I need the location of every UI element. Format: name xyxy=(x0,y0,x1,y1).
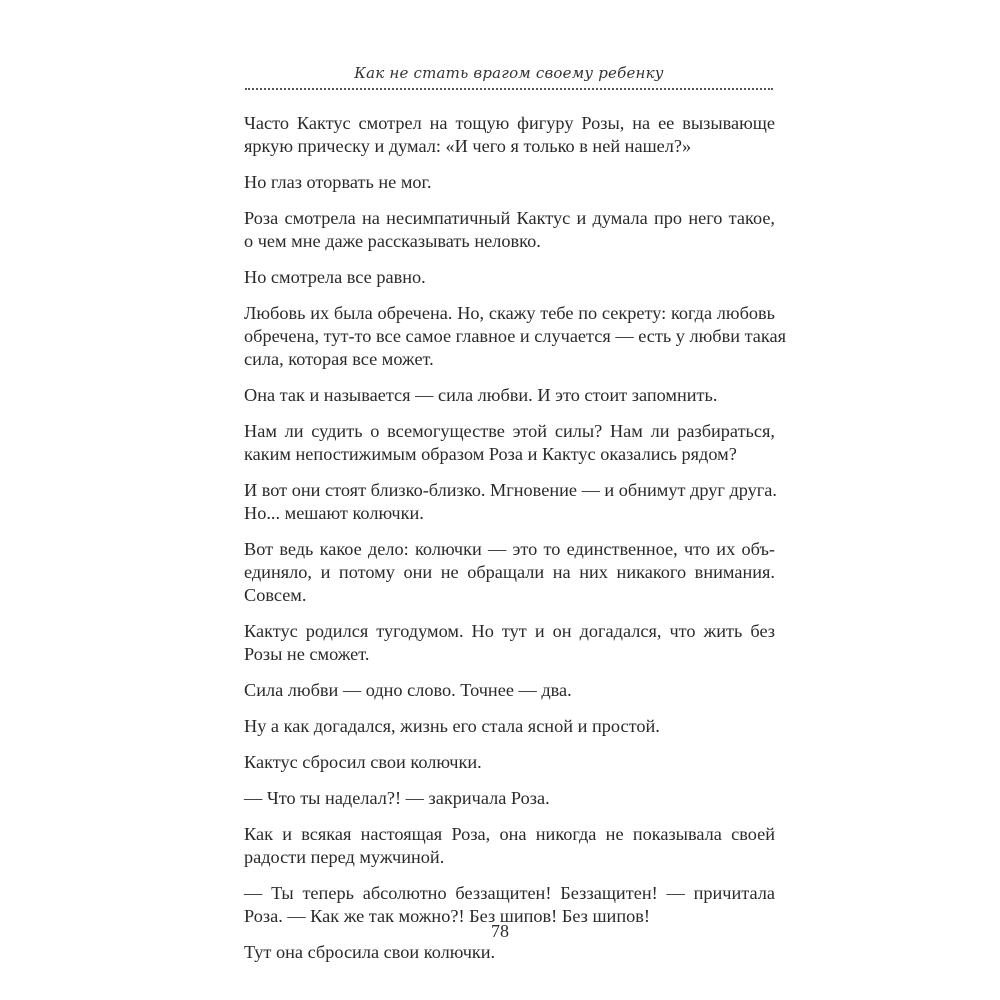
page-number: 78 xyxy=(491,921,509,941)
paragraph xyxy=(244,715,775,738)
header-dotted-rule xyxy=(245,88,773,90)
paragraph xyxy=(244,823,775,869)
paragraph xyxy=(244,302,787,371)
text-line: обречена, тут-то все самое главное и случается — есть у любви такая xyxy=(244,326,787,346)
text-line: Розы не сможет. xyxy=(244,644,370,664)
paragraph xyxy=(244,620,775,666)
text-line: единяло, и потому они не обращали на них никакого внимания. xyxy=(244,562,775,582)
text-line: — Ты теперь абсолютно беззащитен! Беззащитен! — причитала xyxy=(244,883,775,903)
text-line: Ну а как догадался, жизнь его стала ясной и простой. xyxy=(244,716,660,736)
paragraph xyxy=(244,112,775,158)
text-line: Нам ли судить о всемогуществе этой силы? Нам ли разбираться, xyxy=(244,421,775,441)
text-line: Кактус сбросил свои колючки. xyxy=(244,752,482,772)
text-line: — Что ты наделал?! — закричала Роза. xyxy=(244,788,550,808)
text-line: каким непостижимым образом Роза и Кактус оказались рядом? xyxy=(244,444,737,464)
paragraph xyxy=(244,384,775,407)
text-line: Сила любви — одно слово. Точнее — два. xyxy=(244,680,572,700)
text-line: радости перед мужчиной. xyxy=(244,847,445,867)
paragraph xyxy=(244,420,775,466)
running-head-title: Как не стать врагом своему ребенку xyxy=(354,64,664,82)
paragraph xyxy=(244,787,775,810)
text-line: Часто Кактус смотрел на тощую фигуру Розы, на ее вызывающе xyxy=(244,113,775,133)
text-line: Но... мешают колючки. xyxy=(244,503,424,523)
text-line: сила, которая все может. xyxy=(244,349,434,369)
text-line: Любовь их была обречена. Но, скажу тебе по секрету: когда любовь xyxy=(244,303,775,323)
text-line: яркую прическу и думал: «И чего я только в ней нашел?» xyxy=(244,136,692,156)
text-line: Роза смотрела на несимпатичный Кактус и думала про него такое, xyxy=(244,208,775,228)
paragraph xyxy=(244,207,775,253)
text-line: Но глаз оторвать не мог. xyxy=(244,172,432,192)
text-line: Роза. — Как же так можно?! Без шипов! Без шипов! xyxy=(244,906,650,926)
text-line: Как и всякая настоящая Роза, она никогда не показывала своей xyxy=(244,824,775,844)
text-line: Вот ведь какое дело: колючки — это то единственное, что их объ- xyxy=(244,539,775,559)
text-line: И вот они стоят близко-близко. Мгновение — и обнимут друг друга. xyxy=(244,480,777,500)
paragraph xyxy=(244,941,775,964)
paragraph xyxy=(244,679,775,702)
paragraph xyxy=(244,479,775,525)
text-line: Совсем. xyxy=(244,585,307,605)
paragraph xyxy=(244,751,775,774)
text-line: Она так и называется — сила любви. И это стоит запомнить. xyxy=(244,385,718,405)
text-line: Тут она сбросила свои колючки. xyxy=(244,942,496,962)
text-line: Но смотрела все равно. xyxy=(244,267,426,287)
paragraph xyxy=(244,266,775,289)
paragraph xyxy=(244,538,775,607)
body-text xyxy=(244,112,787,977)
paragraph xyxy=(244,171,775,194)
text-line: о чем мне даже рассказывать неловко. xyxy=(244,231,541,251)
text-line: Кактус родился тугодумом. Но тут и он догадался, что жить без xyxy=(244,621,775,641)
